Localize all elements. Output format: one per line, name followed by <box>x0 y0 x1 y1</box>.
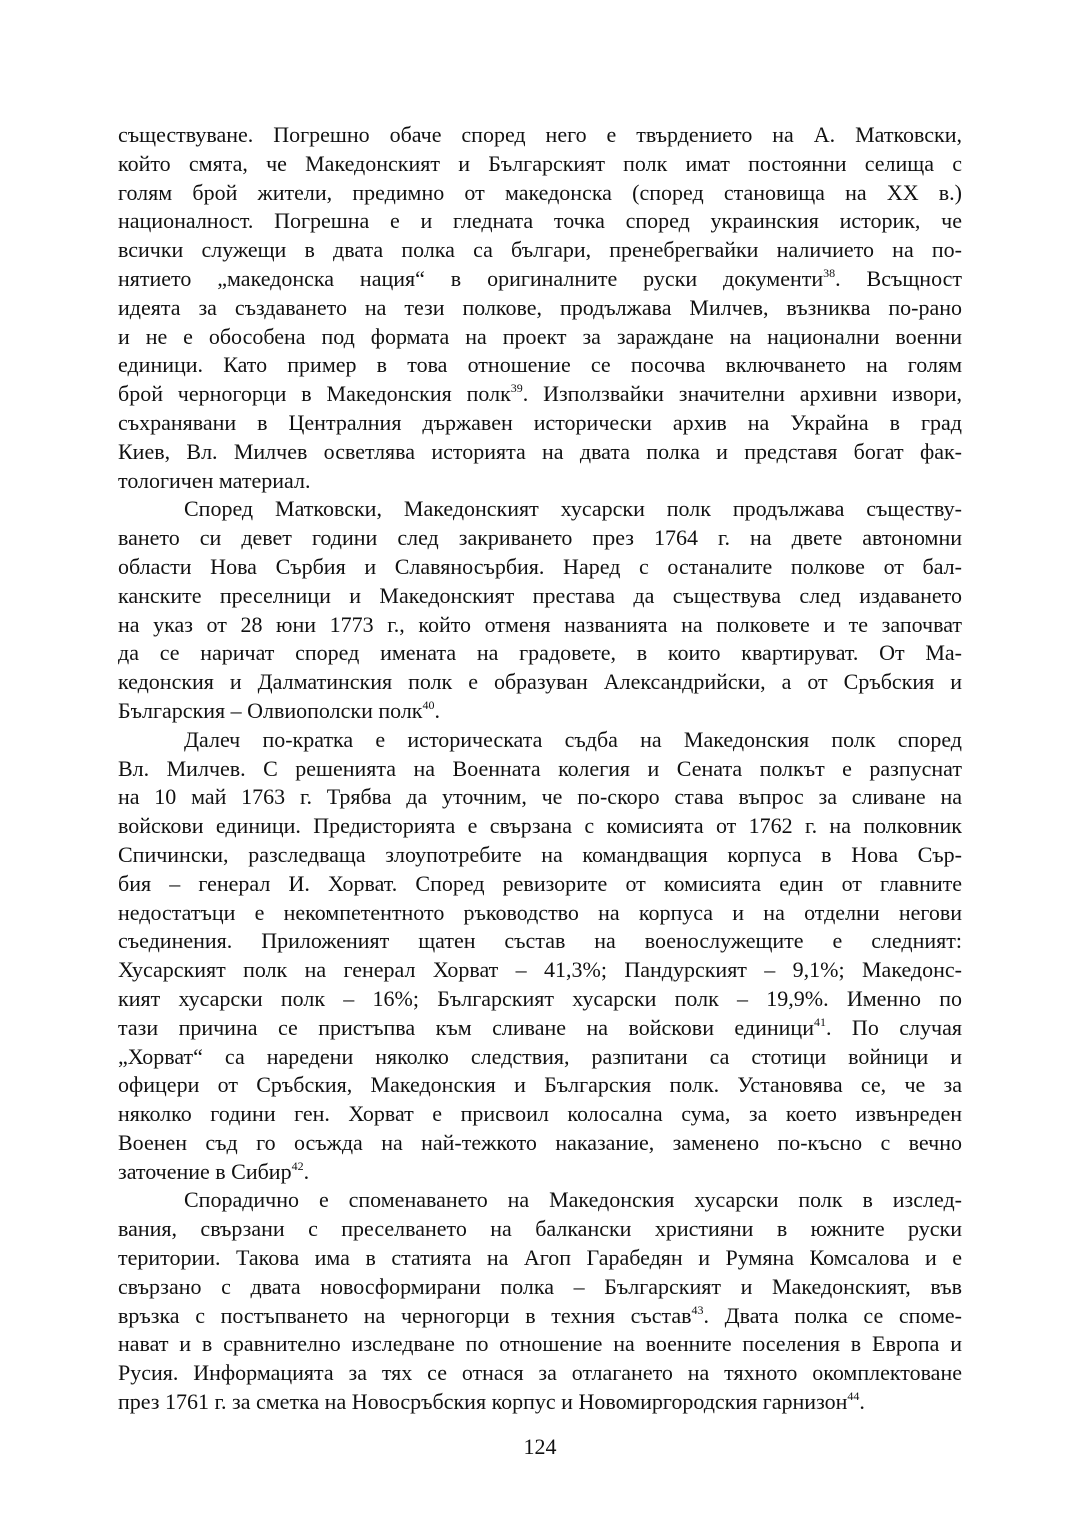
text-segment: на 10 май 1763 г. Трябва да уточним, че по-скоро става въпрос за сливане на <box>118 784 962 810</box>
text-line <box>118 409 962 438</box>
text-line <box>118 927 962 956</box>
text-segment: Според Матковски, Македонският хусарски полк продължава съществу- <box>184 496 962 522</box>
text-segment: съединения. Приложеният щатен състав на военослужещите е следният: <box>118 928 962 954</box>
text-line <box>118 899 962 928</box>
text-segment: . Използвайки значителни архивни извори, <box>522 381 962 407</box>
text-line <box>118 812 962 841</box>
text-segment: Русия. Информацията за тях се отнася за отлагането на тяхното окомплектоване <box>118 1360 962 1386</box>
line-text <box>118 1330 962 1359</box>
text-segment: Българския – Олвиополски полк <box>118 697 423 723</box>
text-line <box>118 668 962 697</box>
text-line <box>118 121 962 150</box>
text-segment: Военен съд го осъжда на най-тежкото наказание, заменено по-късно с вечно <box>118 1129 962 1155</box>
text-segment: . Всъщност <box>835 265 962 291</box>
text-segment: и не е обособена под формата на проект за зараждане на национални военни <box>118 323 962 349</box>
text-line <box>118 726 962 755</box>
line-text <box>118 1158 309 1187</box>
text-segment: тологичен материал. <box>118 467 311 493</box>
line-text <box>118 841 962 870</box>
text-segment: Киев, Вл. Милчев осветлява историята на двата полка и представя богат фак- <box>118 438 962 464</box>
text-segment: канските преселници и Македонският престава да съществува след издаването <box>118 582 962 608</box>
line-text <box>118 1100 962 1129</box>
line-text <box>118 1273 962 1302</box>
text-line <box>118 265 962 294</box>
line-text <box>118 899 962 928</box>
text-line <box>118 207 962 236</box>
text-segment: съхранявани в Централния държавен исторически архив на Украйна в град <box>118 409 962 435</box>
line-text <box>118 236 962 265</box>
text-segment: съществуване. Погрешно обаче според него е твърдението на А. Матковски, <box>118 122 962 147</box>
text-line <box>118 1158 962 1187</box>
text-line <box>118 1302 962 1331</box>
text-segment: Спичински, разследваща злоупотребите на командващия корпуса в Нова Сър- <box>118 841 962 867</box>
line-text <box>118 351 962 380</box>
text-line <box>118 467 962 496</box>
text-line <box>118 1330 962 1359</box>
line-text <box>184 726 962 755</box>
line-text <box>118 1359 962 1388</box>
line-text <box>118 755 962 784</box>
text-segment: единици. Като пример в това отношение се посочва включването на голям <box>118 352 962 378</box>
line-text <box>118 207 962 236</box>
line-text <box>118 150 962 179</box>
text-segment: . <box>434 697 440 723</box>
text-segment: през 1761 г. за сметка на Новосръбския корпус и Новомиргородския гарнизон <box>118 1389 848 1415</box>
text-line <box>118 179 962 208</box>
text-segment: бия – генерал И. Хорват. Според ревизорите от комисията един от главните <box>118 870 962 896</box>
line-text <box>118 265 962 294</box>
text-segment: голям брой жители, предимно от македонска (според становища на XX в.) <box>118 179 962 205</box>
text-line <box>118 1215 962 1244</box>
text-segment: . <box>859 1389 865 1415</box>
text-segment: Вл. Милчев. С решенията на Военната колегия и Сената полкът е разпуснат <box>118 755 962 781</box>
text-line <box>118 1388 962 1417</box>
text-segment: Далеч по-кратка е историческата съдба на Македонския полк според <box>184 726 962 752</box>
line-text <box>118 639 962 668</box>
text-segment: идеята за създаването на тези полкове, продължава Милчев, възниква по-рано <box>118 294 962 320</box>
line-text <box>118 1244 962 1273</box>
text-line <box>118 524 962 553</box>
text-segment: вания, свързани с преселването на балкански християни в южните руски <box>118 1216 962 1242</box>
text-line <box>118 1014 962 1043</box>
text-segment: който смята, че Македонският и Българският полк имат постоянни селища с <box>118 150 962 176</box>
text-line <box>118 1071 962 1100</box>
text-line <box>118 236 962 265</box>
text-segment: връзка с постъпването на черногорци в техния състав <box>118 1302 692 1328</box>
text-line <box>118 380 962 409</box>
text-segment: ването си девет години след закриването през 1764 г. на двете автономни <box>118 525 962 551</box>
text-line <box>118 1359 962 1388</box>
text-segment: войскови единици. Предисторията е свързана с комисията от 1762 г. на полковник <box>118 813 962 839</box>
text-line <box>118 582 962 611</box>
text-line <box>118 841 962 870</box>
text-segment: офицери от Сръбския, Македонския и Българския полк. Установява се, че за <box>118 1072 962 1098</box>
text-segment: . Двата полка се споме- <box>703 1302 962 1328</box>
line-text <box>118 956 962 985</box>
text-segment: кедонския и Далматинския полк е образуван Александрийски, а от Сръбския и <box>118 669 962 695</box>
text-line <box>118 985 962 1014</box>
text-segment: . <box>303 1158 310 1184</box>
document-body <box>118 121 962 1417</box>
text-line <box>118 323 962 352</box>
line-text <box>118 294 962 323</box>
footnote-reference: 41 <box>813 1014 826 1029</box>
text-line <box>118 755 962 784</box>
text-line <box>118 553 962 582</box>
text-line <box>118 1129 962 1158</box>
text-line <box>118 351 962 380</box>
text-segment: да се наричат според имената на градовете, в които квартируват. От Ма- <box>118 640 962 666</box>
text-segment: „Хорват“ са наредени няколко следствия, разпитани са стотици войници и <box>118 1043 962 1069</box>
text-line <box>118 783 962 812</box>
text-line <box>118 438 962 467</box>
footnote-reference: 40 <box>422 697 435 712</box>
line-text <box>118 1014 962 1043</box>
text-segment: заточение в Сибир <box>118 1158 292 1184</box>
footnote-reference: 39 <box>510 381 523 396</box>
line-text <box>118 812 962 841</box>
text-line <box>118 495 962 524</box>
text-line <box>118 294 962 323</box>
line-text <box>118 467 310 496</box>
text-segment: Хусарският полк на генерал Хорват – 41,3%; Пандурският – 9,1%; Македонс- <box>118 957 962 983</box>
text-segment: Спорадично е споменаването на Македонския хусарски полк в изслед- <box>184 1187 962 1213</box>
line-text <box>118 121 962 150</box>
text-segment: . По случая <box>825 1014 962 1040</box>
line-text <box>118 611 962 640</box>
text-segment: няколко години ген. Хорват е присвоил колосална сума, за което извънреден <box>118 1101 962 1127</box>
text-segment: националност. Погрешна е и гледната точка според украинския историк, че <box>118 208 962 234</box>
line-text <box>118 927 962 956</box>
text-line <box>118 639 962 668</box>
text-line <box>118 697 962 726</box>
line-text <box>118 438 962 467</box>
line-text <box>118 1071 962 1100</box>
line-text <box>118 1302 962 1331</box>
line-text <box>184 495 962 524</box>
line-text <box>118 582 962 611</box>
line-text <box>118 1043 962 1072</box>
footnote-reference: 44 <box>847 1389 860 1404</box>
line-text <box>118 985 962 1014</box>
line-text <box>118 1388 865 1417</box>
text-line <box>118 1244 962 1273</box>
text-line <box>118 1100 962 1129</box>
text-line <box>118 150 962 179</box>
text-segment: тази причина се пристъпва към сливане на войскови единици <box>118 1014 814 1040</box>
text-segment: недостатъци е некомпетентното ръководство на корпуса и на отделни негови <box>118 899 962 925</box>
line-text <box>118 1129 962 1158</box>
text-line <box>118 1273 962 1302</box>
line-text <box>118 870 962 899</box>
line-text <box>118 524 962 553</box>
text-segment: нятието „македонска нация“ в оригиналните руски документи <box>118 265 824 291</box>
footnote-reference: 43 <box>691 1302 704 1317</box>
text-line <box>118 1186 962 1215</box>
line-text <box>118 380 962 409</box>
line-text <box>118 783 962 812</box>
page-number: 124 <box>523 1434 557 1459</box>
footnote-reference: 38 <box>823 265 836 280</box>
text-segment: области Нова Сърбия и Славяносърбия. Наред с останалите полкове от бал- <box>118 553 962 579</box>
line-text <box>118 553 962 582</box>
line-text <box>118 409 962 438</box>
line-text <box>118 697 440 726</box>
line-text <box>118 323 962 352</box>
text-line <box>118 870 962 899</box>
text-segment: кият хусарски полк – 16%; Българският хусарски полк – 19,9%. Именно по <box>118 985 962 1011</box>
text-segment: нават и в сравнително изследване по отношение на военните поселения в Европа и <box>118 1331 962 1357</box>
text-segment: свързано с двата новосформирани полка – Българският и Македонският, във <box>118 1273 962 1299</box>
line-text <box>118 179 962 208</box>
line-text <box>118 1215 962 1244</box>
line-text <box>184 1186 962 1215</box>
text-line <box>118 1043 962 1072</box>
footnote-reference: 42 <box>291 1158 304 1173</box>
text-segment: брой черногорци в Македонския полк <box>118 381 511 407</box>
text-segment: територии. Такова има в статията на Агоп Гарабедян и Румяна Комсалова и е <box>118 1245 962 1271</box>
text-line <box>118 611 962 640</box>
line-text <box>118 668 962 697</box>
text-segment: всички служещи в двата полка са българи, пренебрегвайки наличието на по- <box>118 237 962 263</box>
text-segment: на указ от 28 юни 1773 г., който отменя названията на полковете и те започват <box>118 611 962 637</box>
text-line <box>118 956 962 985</box>
